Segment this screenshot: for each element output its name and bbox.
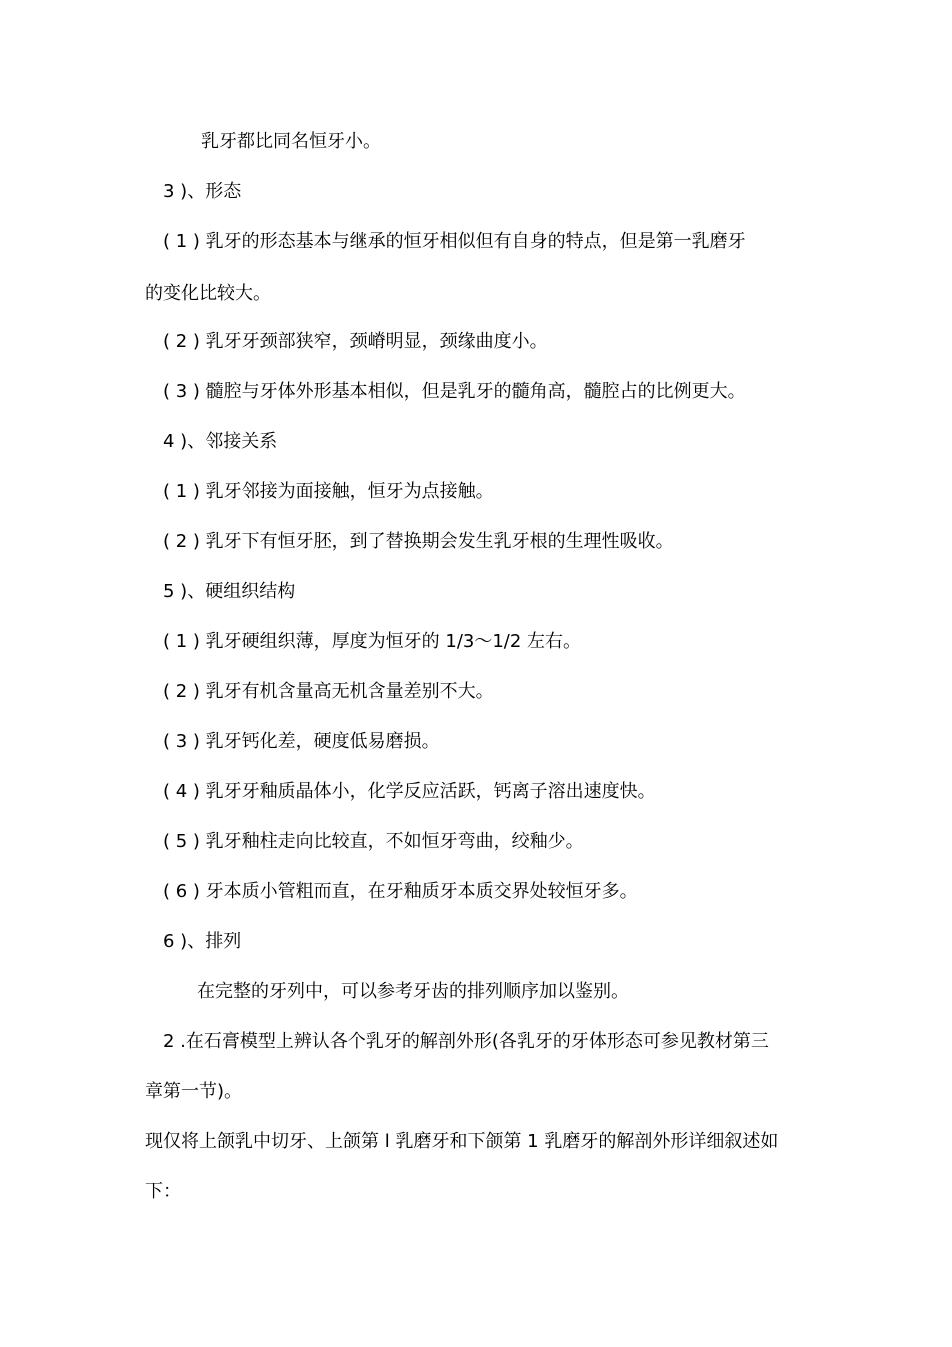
text-line-5: ( 2 ) 乳牙牙颈部狭窄，颈嵴明显，颈缘曲度小。: [163, 331, 548, 352]
text-line-14: ( 4 ) 乳牙牙釉质晶体小，化学反应活跃，钙离子溶出速度快。: [163, 781, 656, 802]
section-heading-arrangement: 6 )、排列: [163, 931, 242, 952]
text-line-12: ( 2 ) 乳牙有机含量高无机含量差别不大。: [163, 681, 494, 702]
text-line-4: 的变化比较大。: [145, 283, 271, 304]
text-line-22: 下：: [145, 1181, 181, 1202]
section-heading-hard-tissue: 5 )、硬组织结构: [163, 581, 296, 602]
text-line-16: ( 6 ) 牙本质小管粗而直，在牙釉质牙本质交界处较恒牙多。: [163, 881, 638, 902]
section-heading-shape: 3 )、形态: [163, 181, 242, 202]
text-line-13: ( 3 ) 乳牙钙化差，硬度低易磨损。: [163, 731, 440, 752]
text-line-6: ( 3 ) 髓腔与牙体外形基本相似，但是乳牙的髓角高，髓腔占的比例更大。: [163, 381, 746, 402]
text-line-11: ( 1 ) 乳牙硬组织薄，厚度为恒牙的 1/3～1/2 左右。: [163, 631, 582, 652]
text-line-21: 现仅将上颌乳中切牙、上颌第 l 乳磨牙和下颌第 1 乳磨牙的解剖外形详细叙述如: [145, 1131, 779, 1152]
text-line-3: ( 1 ) 乳牙的形态基本与继承的恒牙相似但有自身的特点，但是第一乳磨牙: [163, 231, 746, 252]
text-line-15: ( 5 ) 乳牙釉柱走向比较直，不如恒牙弯曲，绞釉少。: [163, 831, 584, 852]
text-line-8: ( 1 ) 乳牙邻接为面接触，恒牙为点接触。: [163, 481, 494, 502]
text-line-9: ( 2 ) 乳牙下有恒牙胚，到了替换期会发生乳牙根的生理性吸收。: [163, 531, 674, 552]
section-heading-adjacency: 4 )、邻接关系: [163, 431, 278, 452]
text-line-18: 在完整的牙列中，可以参考牙齿的排列顺序加以鉴别。: [197, 981, 629, 1002]
text-line-19: 2 .在石膏模型上辨认各个乳牙的解剖外形(各乳牙的牙体形态可参见教材第三: [163, 1031, 769, 1052]
text-line-1: 乳牙都比同名恒牙小。: [201, 131, 381, 152]
text-line-20: 章第一节)。: [145, 1081, 243, 1102]
